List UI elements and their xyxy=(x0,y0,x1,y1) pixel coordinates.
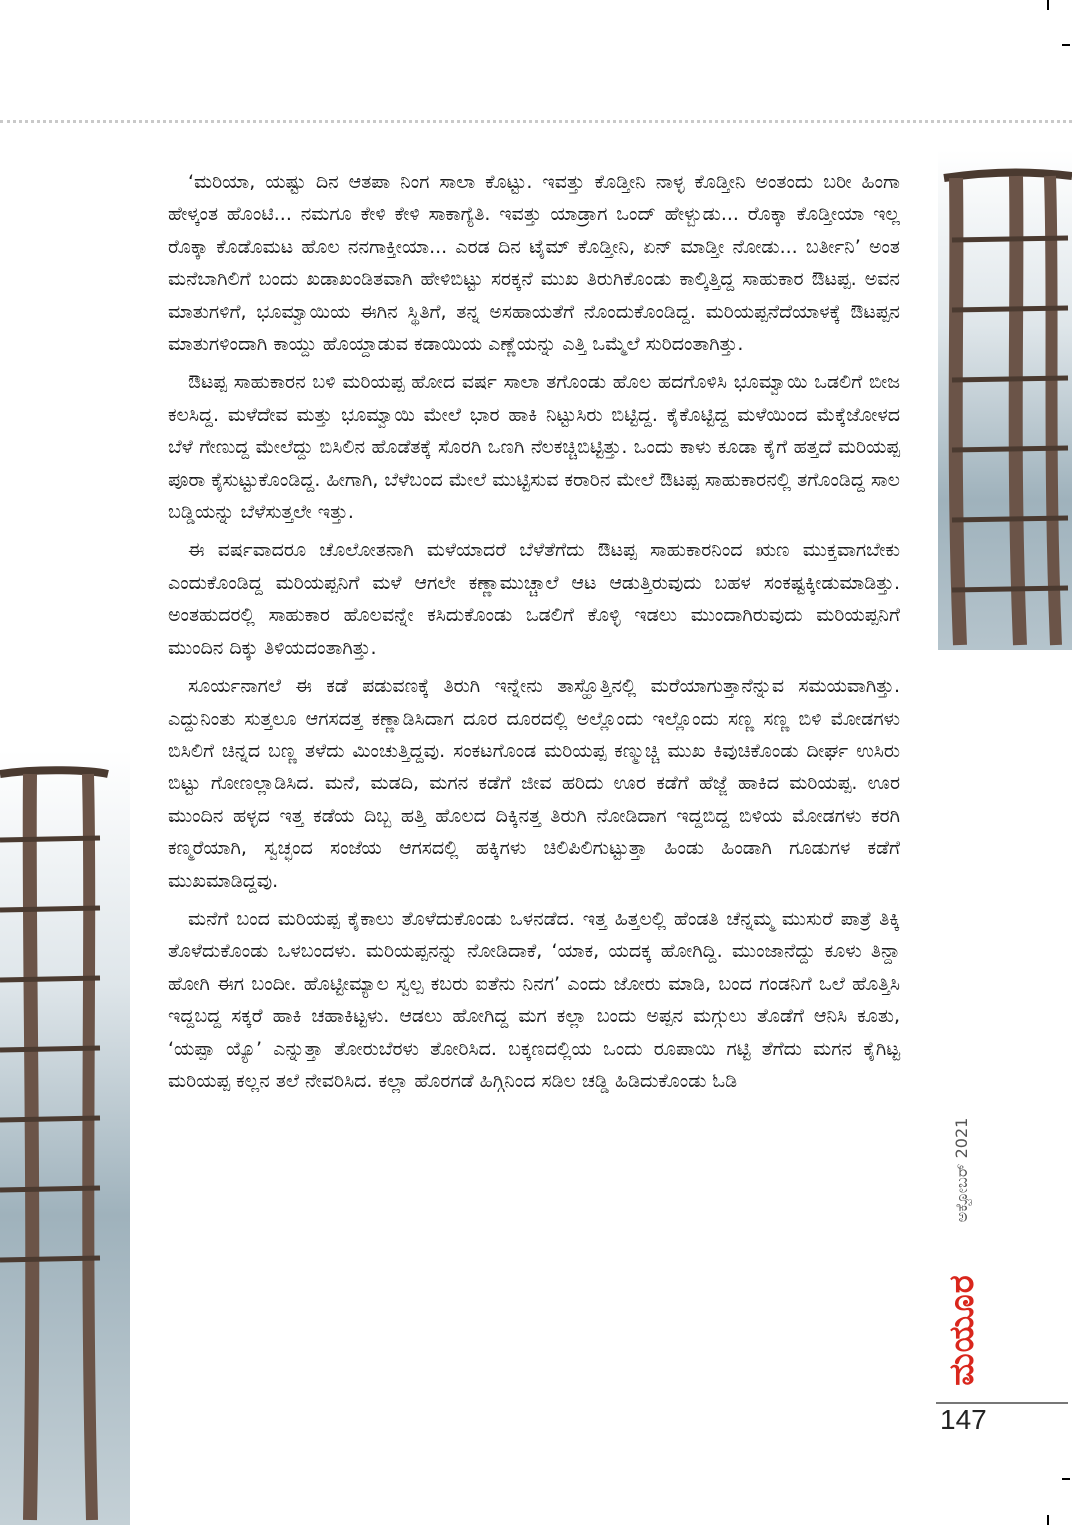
crop-mark-top xyxy=(1047,0,1049,10)
paragraph-3: ಈ ವರ್ಷವಾದರೂ ಚೊಲೋತನಾಗಿ ಮಳೆಯಾದರೆ ಬೆಳೆತೆಗೆದು ಔಟಪ್ಪ ಸಾಹುಕಾರನಿಂದ ಋಣ ಮುಕ್ತವಾಗಬೇಕು ಎಂದುಕೊಂಡಿದ್ದ ಮರಿಯಪ್ಪನಿಗೆ ಮಳೆ ಆಗಲೇ ಕಣ್ಣಾಮುಚ್ಚಾಲೆ ಆಟ ಆಡುತ್ತಿರುವುದು ಬಹಳ ಸಂಕಷ್ಟಕ್ಕೀಡುಮಾಡಿತ್ತು. ಅಂತಹುದರಲ್ಲಿ ಸಾಹುಕಾರ ಹೊಲವನ್ನೇ ಕಸಿದುಕೊಂಡು ಒಡಲಿಗೆ ಕೊಳ್ಳಿ ಇಡಲು ಮುಂದಾಗಿರುವುದು ಮರಿಯಪ್ಪನಿಗೆ ಮುಂದಿನ ದಿಕ್ಕು ತಿಳಿಯದಂತಾಗಿತ್ತು. xyxy=(168,539,900,659)
crop-mark-right-bottom xyxy=(1062,1478,1070,1480)
crop-mark-bottom xyxy=(1047,1515,1049,1525)
page-number: 147 xyxy=(940,1404,987,1435)
article-body xyxy=(168,166,900,1103)
ladder-illustration-right xyxy=(938,150,1072,650)
magazine-logo: ಮಯೂರ xyxy=(942,1274,982,1386)
issue-date: ಅಕ್ಟೋಬರ್ 2021 xyxy=(952,1117,971,1223)
ladder-illustration-left xyxy=(0,750,130,1525)
crop-mark-right-top xyxy=(1062,44,1070,46)
paragraph-4: ಸೂರ್ಯನಾಗಲೆ ಈ ಕಡೆ ಪಡುವಣಕ್ಕೆ ತಿರುಗಿ ಇನ್ನೇನು ತಾಸ್ಹೊತ್ತಿನಲ್ಲಿ ಮರೆಯಾಗುತ್ತಾನೆನ್ನುವ ಸಮಯವಾಗಿತ್ತು. ಎದ್ದುನಿಂತು ಸುತ್ತಲೂ ಆಗಸದತ್ತ ಕಣ್ಣಾಡಿಸಿದಾಗ ದೂರ ದೂರದಲ್ಲಿ ಅಲ್ಲೊಂದು ಇಲ್ಲೊಂದು ಸಣ್ಣ ಸಣ್ಣ ಬಿಳಿ ಮೋಡಗಳು ಬಿಸಿಲಿಗೆ ಚಿನ್ನದ ಬಣ್ಣ ತಳೆದು ಮಿಂಚುತ್ತಿದ್ದವು. ಸಂಕಟಗೊಂಡ ಮರಿಯಪ್ಪ ಕಣ್ಮುಚ್ಚಿ ಮುಖ ಕಿವುಚಿಕೊಂಡು ದೀರ್ಘ ಉಸಿರು ಬಿಟ್ಟು ಗೋಣಲ್ಲಾಡಿಸಿದ. ಮನೆ, ಮಡದಿ, ಮಗನ ಕಡೆಗೆ ಜೀವ ಹರಿದು ಊರ ಕಡೆಗೆ ಹೆಜ್ಜೆ ಹಾಕಿದ ಮರಿಯಪ್ಪ. ಊರ ಮುಂದಿನ ಹಳ್ಳದ ಇತ್ತ ಕಡೆಯ ದಿಬ್ಬ ಹತ್ತಿ ಹೊಲದ ದಿಕ್ಕಿನತ್ತ ತಿರುಗಿ ನೋಡಿದಾಗ ಇದ್ದಬಿದ್ದ ಬಿಳಿಯ ಮೋಡಗಳು ಕರಗಿ ಕಣ್ಮರೆಯಾಗಿ, ಸ್ವಚ್ಛಂದ ಸಂಜೆಯ ಆಗಸದಲ್ಲಿ ಹಕ್ಕಿಗಳು ಚಿಲಿಪಿಲಿಗುಟ್ಟುತ್ತಾ ಹಿಂಡು ಹಿಂಡಾಗಿ ಗೂಡುಗಳ ಕಡೆಗೆ ಮುಖಮಾಡಿದ್ದವು. xyxy=(168,675,900,892)
header-dotted-rule xyxy=(0,120,1072,123)
paragraph-1: ‘ಮರಿಯಾ, ಯಷ್ಟು ದಿನ ಆತಪಾ ನಿಂಗ ಸಾಲಾ ಕೊಟ್ಟು. ಇವತ್ತು ಕೊಡ್ತೀನಿ ನಾಳ್ಳ ಕೊಡ್ತೀನಿ ಅಂತಂದು ಬರೀ ಹಿಂಗಾ ಹೇಳ್ಕಂತ ಹೊಂಟಿ... ನಮಗೂ ಕೇಳಿ ಕೇಳಿ ಸಾಕಾಗ್ಯೆತಿ. ಇವತ್ತು ಯಾಡ್ರಾಗ ಒಂದ್ ಹೇಳ್ಬುಡು... ರೊಕ್ಕಾ ಕೊಡ್ತೀಯಾ ಇಲ್ಲ ರೊಕ್ಕಾ ಕೊಡೊಮಟ ಹೊಲ ನನಗಾಕ್ತೀಯಾ... ಎರಡ ದಿನ ಟೈಮ್ ಕೊಡ್ತೀನಿ, ಏನ್ ಮಾಡ್ತೀ ನೋಡು... ಬರ್ತೀನಿ’ ಅಂತ ಮನೆಬಾಗಿಲಿಗೆ ಬಂದು ಖಡಾಖಂಡಿತವಾಗಿ ಹೇಳಿಬಿಟ್ಟು ಸರಕ್ಕನೆ ಮುಖ ತಿರುಗಿಕೊಂಡು ಕಾಲ್ಕಿತ್ತಿದ್ದ ಸಾಹುಕಾರ ಔಟಪ್ಪ. ಅವನ ಮಾತುಗಳಿಗೆ, ಭೂಮ್ವಾಯಿಯ ಈಗಿನ ಸ್ಥಿತಿಗೆ, ತನ್ನ ಅಸಹಾಯತೆಗೆ ನೊಂದುಕೊಂಡಿದ್ದ. ಮರಿಯಪ್ಪನೆದೆಯಾಳಕ್ಕೆ ಔಟಪ್ಪನ ಮಾತುಗಳಿಂದಾಗಿ ಕಾಯ್ದು ಹೊಯ್ದಾಡುವ ಕಡಾಯಿಯ ಎಣ್ಣೆಯನ್ನು ಎತ್ತಿ ಒಮ್ಮೆಲೆ ಸುರಿದಂತಾಗಿತ್ತು. xyxy=(168,171,900,356)
paragraph-5: ಮನೆಗೆ ಬಂದ ಮರಿಯಪ್ಪ ಕೈಕಾಲು ತೊಳೆದುಕೊಂಡು ಒಳನಡೆದ. ಇತ್ತ ಹಿತ್ತಲಲ್ಲಿ ಹೆಂಡತಿ ಚೆನ್ನಮ್ಮ ಮುಸುರೆ ಪಾತ್ರೆ ತಿಕ್ಕಿ ತೊಳೆದುಕೊಂಡು ಒಳಬಂದಳು. ಮರಿಯಪ್ಪನನ್ನು ನೋಡಿದಾಕೆ, ‘ಯಾಕ, ಯದಕ್ಕ ಹೋಗಿದ್ದಿ. ಮುಂಜಾನೆದ್ದು ಕೂಳು ತಿನ್ದಾ ಹೋಗಿ ಈಗ ಬಂದೀ. ಹೊಟ್ಟೀಮ್ಯಾಲ ಸ್ವಲ್ಪ ಕಬರು ಐತೆನು ನಿನಗ’ ಎಂದು ಜೋರು ಮಾಡಿ, ಬಂದ ಗಂಡನಿಗೆ ಒಲೆ ಹೊತ್ತಿಸಿ ಇದ್ದಬದ್ದ ಸಕ್ಕರೆ ಹಾಕಿ ಚಹಾಕಿಟ್ಟಳು. ಆಡಲು ಹೋಗಿದ್ದ ಮಗ ಕಲ್ಲಾ ಬಂದು ಅಪ್ಪನ ಮಗ್ಗುಲು ತೊಡೆಗೆ ಆನಿಸಿ ಕೂತು, ‘ಯಪ್ಪಾ ಯ್ಯೊ’ ಎನ್ನುತ್ತಾ ತೋರುಬೆರಳು ತೋರಿಸಿದ. ಬಕ್ಕಣದಲ್ಲಿಯ ಒಂದು ರೂಪಾಯಿ ಗಟ್ಟಿ ತೆಗೆದು ಮಗನ ಕೈಗಿಟ್ಟ ಮರಿಯಪ್ಪ ಕಲ್ಲನ ತಲೆ ನೇವರಿಸಿದ. ಕಲ್ಲಾ ಹೊರಗಡೆ ಹಿಗ್ಗಿನಿಂದ ಸಡಿಲ ಚಡ್ಡಿ ಹಿಡಿದುಕೊಂಡು ಓಡಿ xyxy=(168,907,900,1092)
paragraph-2: ಔಟಪ್ಪ ಸಾಹುಕಾರನ ಬಳಿ ಮರಿಯಪ್ಪ ಹೋದ ವರ್ಷ ಸಾಲಾ ತಗೊಂಡು ಹೊಲ ಹದಗೊಳಿಸಿ ಭೂಮ್ವಾಯಿ ಒಡಲಿಗೆ ಬೀಜ ಕಲಸಿದ್ದ. ಮಳೆದೇವ ಮತ್ತು ಭೂಮ್ವಾಯಿ ಮೇಲೆ ಭಾರ ಹಾಕಿ ನಿಟ್ಟುಸಿರು ಬಿಟ್ಟಿದ್ದ. ಕೈಕೊಟ್ಟಿದ್ದ ಮಳೆಯಿಂದ ಮೆಕ್ಕೆಜೋಳದ ಬೆಳೆ ಗೇಣುದ್ದ ಮೇಲೆದ್ದು ಬಿಸಿಲಿನ ಹೊಡೆತಕ್ಕೆ ಸೊರಗಿ ಒಣಗಿ ನೆಲಕಚ್ಚಿಬಿಟ್ಟಿತ್ತು. ಒಂದು ಕಾಳು ಕೂಡಾ ಕೈಗೆ ಹತ್ತದೆ ಮರಿಯಪ್ಪ ಪೂರಾ ಕೈಸುಟ್ಟುಕೊಂಡಿದ್ದ. ಹೀಗಾಗಿ, ಬೆಳೆಬಂದ ಮೇಲೆ ಮುಟ್ಟಿಸುವ ಕರಾರಿನ ಮೇಲೆ ಔಟಪ್ಪ ಸಾಹುಕಾರನಲ್ಲಿ ತಗೊಂಡಿದ್ದ ಸಾಲ ಬಡ್ಡಿಯನ್ನು ಬೆಳೆಸುತ್ತಲೇ ಇತ್ತು. xyxy=(168,371,900,524)
